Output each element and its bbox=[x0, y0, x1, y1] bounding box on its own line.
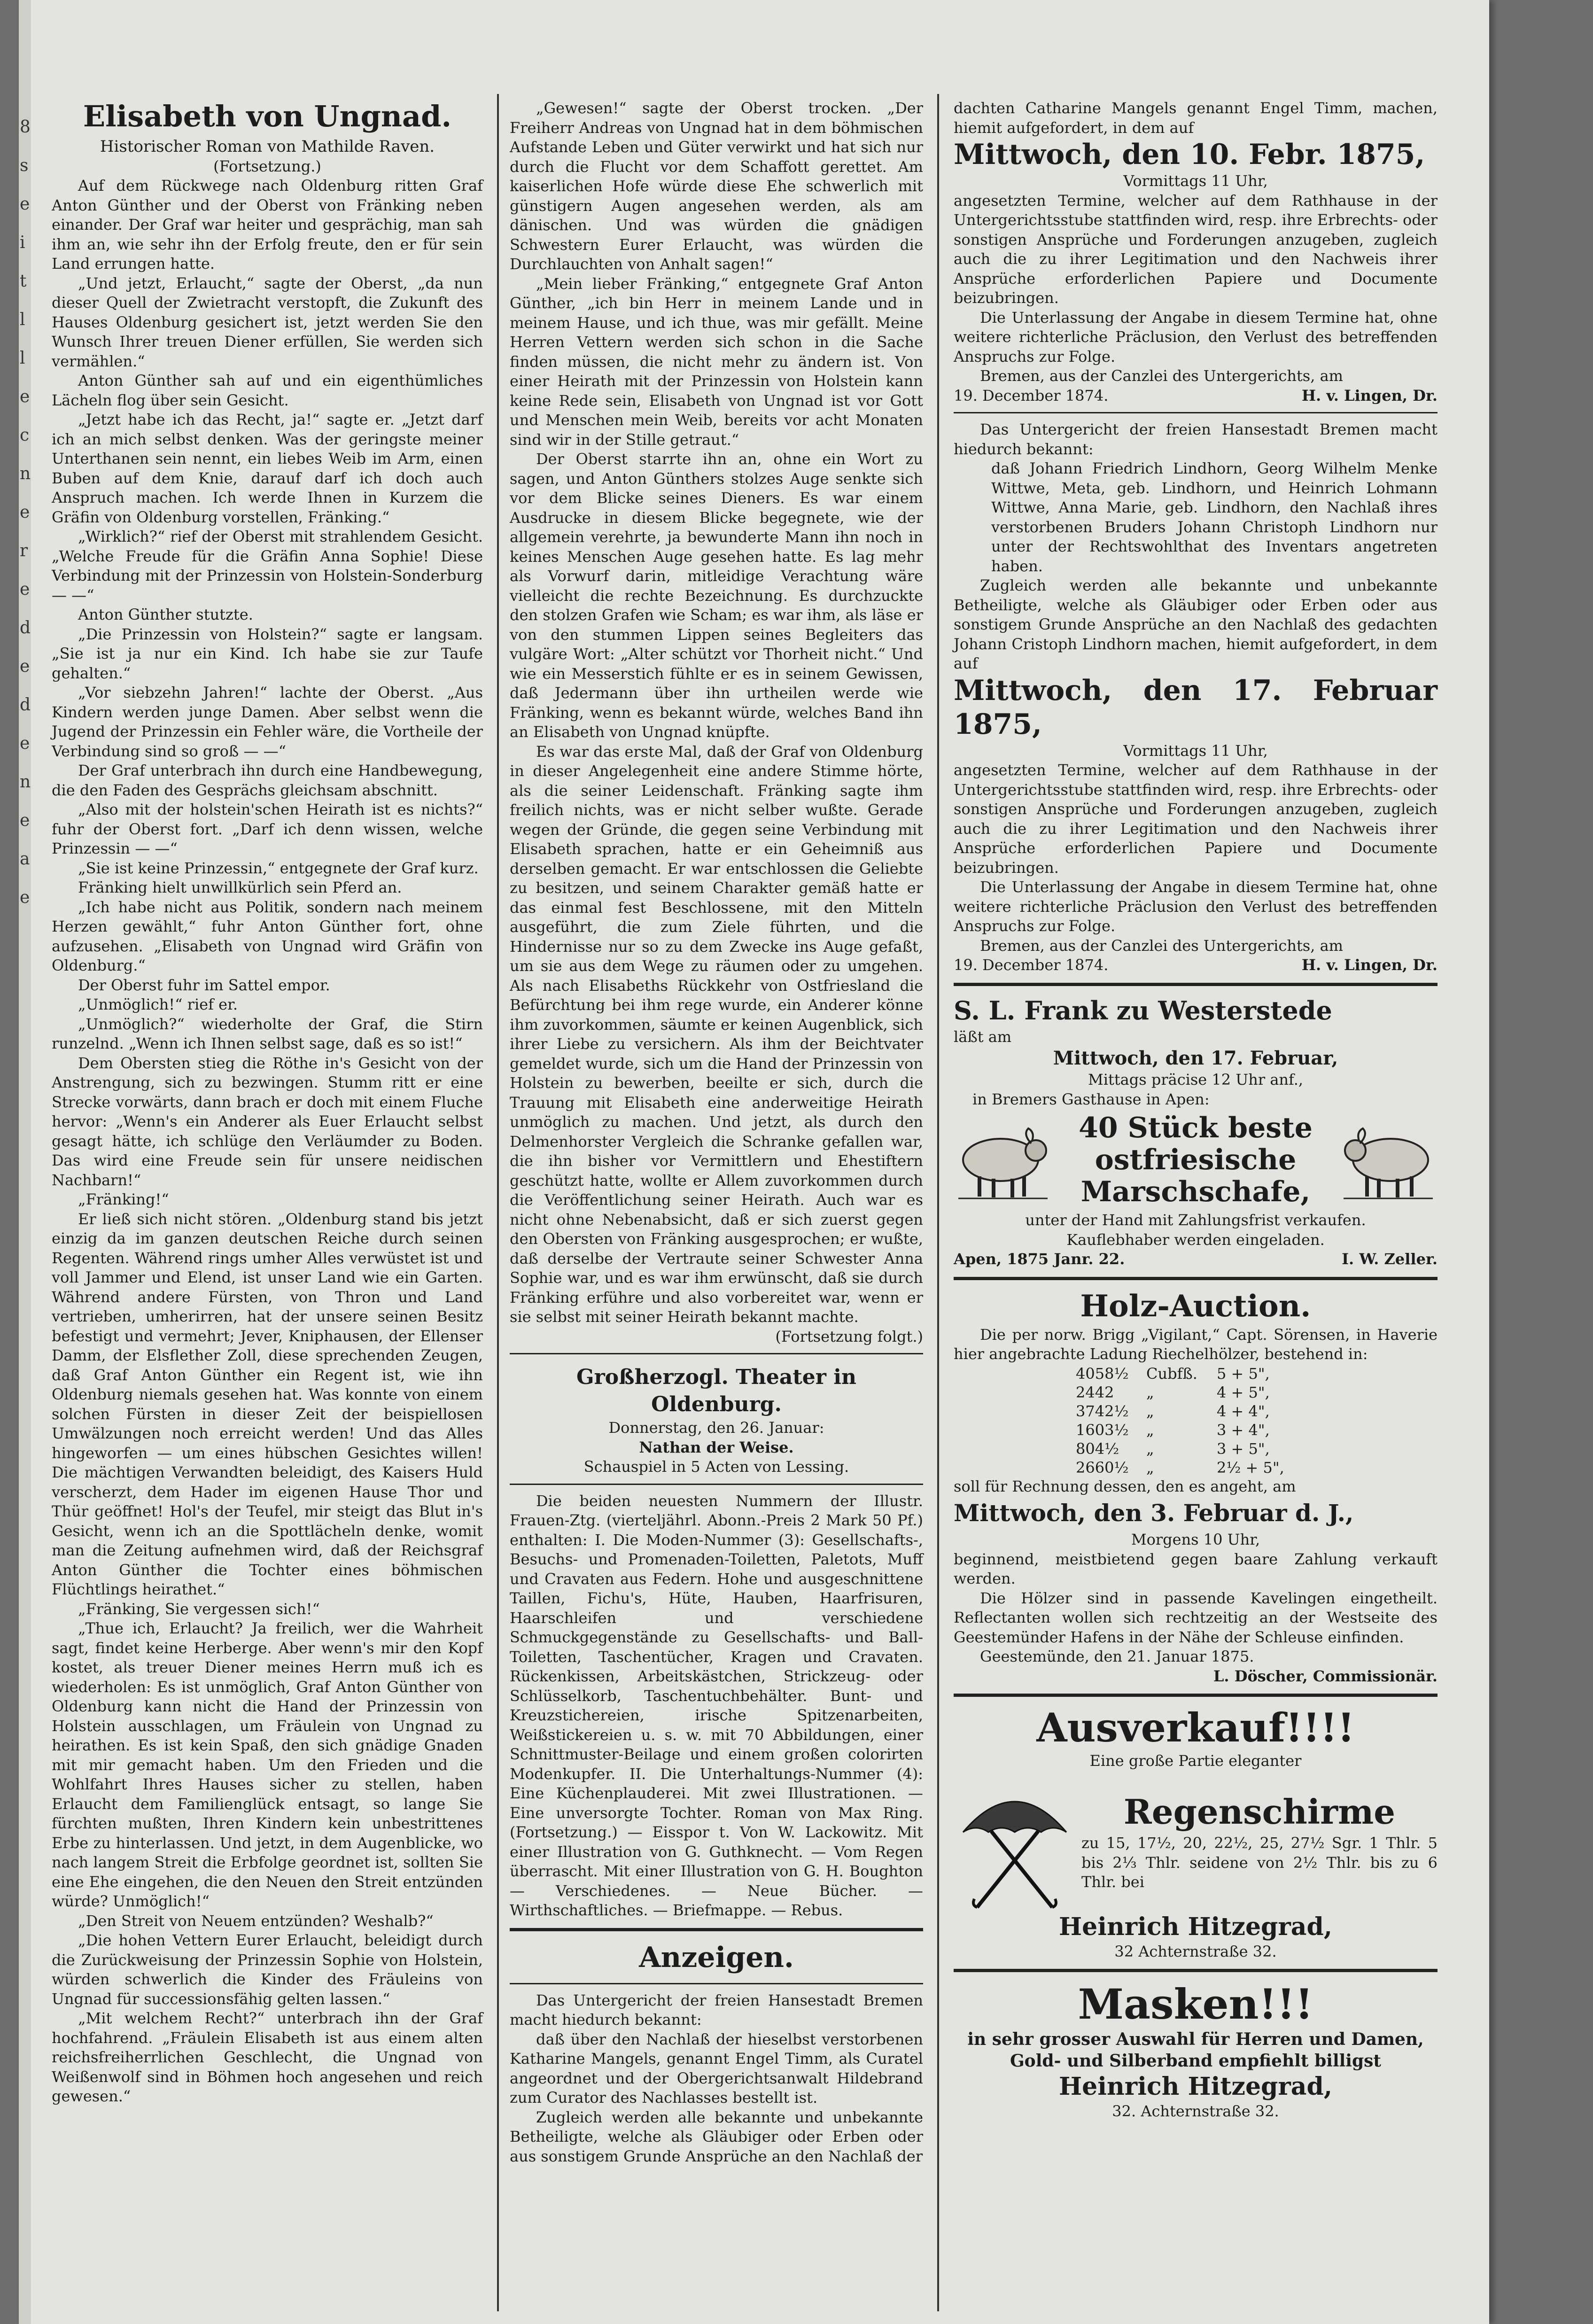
novel-paragraph: „Ich habe nicht aus Politik, sondern nach meinem Herzen gewählt,“ fuhr Anton Günther fort, ohne aufzusehen. „Elisabeth von Ungnad wird Gräfin von Oldenburg.“ bbox=[52, 898, 483, 974]
divider bbox=[954, 1969, 1438, 1972]
edge-letter: i bbox=[20, 233, 25, 252]
divider bbox=[954, 412, 1438, 413]
holz-date: Mittwoch, den 3. Februar d. J., bbox=[954, 1499, 1354, 1527]
termin-time-2: Vormittags 11 Uhr, bbox=[1123, 741, 1268, 760]
novel-paragraph: „Den Streit von Neuem entzünden? Weshalb?“ bbox=[78, 1912, 434, 1930]
novel-continuation: (Fortsetzung.) bbox=[213, 157, 321, 175]
wood-table-row bbox=[1076, 1402, 1438, 1421]
masken-merchant: Heinrich Hitzegrad, bbox=[1059, 2072, 1332, 2101]
signature-date: 19. December 1874. bbox=[954, 386, 1109, 404]
frank-place: in Bremers Gasthause in Apen: bbox=[972, 1090, 1210, 1108]
signature-row-2 bbox=[954, 956, 1438, 975]
edge-letter: e bbox=[20, 387, 30, 406]
edge-letter: e bbox=[20, 194, 30, 214]
edge-letter: 8 bbox=[20, 117, 31, 137]
frank-headline: S. L. Frank zu Westerstede bbox=[954, 995, 1332, 1026]
wood-table-cell: 804½ bbox=[1076, 1439, 1119, 1458]
novel-paragraph: „Die Prinzessin von Holstein?“ sagte er langsam. „Sie ist ja nur ein Kind. Ich habe sie zur Taufe gehalten.“ bbox=[52, 625, 483, 682]
wood-table-cell: 4 + 4", bbox=[1217, 1402, 1270, 1420]
theater-title: Großherzogl. Theater in Oldenburg. bbox=[576, 1365, 856, 1416]
divider bbox=[510, 1484, 923, 1485]
novel-paragraph: „Fränking!“ bbox=[78, 1190, 169, 1208]
wood-table-row bbox=[1076, 1383, 1438, 1402]
novel-paragraph: „Unmöglich!“ rief er. bbox=[78, 995, 238, 1013]
divider bbox=[954, 1694, 1438, 1697]
masken-title: Masken!!! bbox=[1078, 1980, 1313, 2029]
termin-body-1b: Die Unterlassung der Angabe in diesem Termine hat, ohne weitere richterliche Präclusion, den Verlust des betreffenden Anspruchs zur Folge. bbox=[954, 308, 1438, 365]
termin-time-1: Vormittags 11 Uhr, bbox=[1123, 172, 1268, 190]
novel-paragraph: Auf dem Rückwege nach Oldenburg ritten Graf Anton Günther und der Oberst von Fränking neben einander. Der Graf war heiter und gesprächig, man sah ihm an, wie sehr ihn der Erfolg freute, den er für sein Land errungen hatte. bbox=[52, 177, 483, 272]
edge-letter: n bbox=[20, 772, 31, 792]
wood-table-cell: 3 + 5", bbox=[1217, 1439, 1270, 1458]
theater-date: Donnerstag, den 26. Januar: bbox=[608, 1419, 824, 1437]
termin-place-2: Bremen, aus der Canzlei des Untergerichts, am bbox=[980, 936, 1343, 955]
novel-subtitle: Historischer Roman von Mathilde Raven. bbox=[100, 137, 435, 156]
sheep-icon bbox=[1334, 1118, 1438, 1202]
regenschirme-prices: zu 15, 17½, 20, 22½, 25, 27½ Sgr. 1 Thlr. 5 bis 2⅓ Thlr. seidene von 2½ Thlr. bis zu 6 Thlr. bei bbox=[1081, 1834, 1438, 1891]
edge-letter: t bbox=[20, 272, 27, 291]
holz-body2: Die Hölzer sind in passende Kavelingen eingetheilt. Reflectanten wollen sich rechtzeitig an der Westseite des Geestemünder Hafens in der Nähe der Schleuse einfinden. bbox=[954, 1589, 1438, 1646]
signature-place: Apen, 1875 Janr. 22. bbox=[954, 1250, 1125, 1268]
edge-letter: n bbox=[20, 464, 31, 483]
novel-paragraph: „Mit welchem Recht?“ unterbrach ihn der Graf hochfahrend. „Fräulein Elisabeth ist aus einem alten reichsfreiherrlichen Geschlecht, die Ungnad von Weißenwolf sind in Böhmen hoch angesehen und reich gewesen.“ bbox=[52, 2009, 483, 2105]
holz-intro: Die per norw. Brigg „Vigilant,“ Capt. Sörensen, in Haverie hier angebrachte Ladung Riechelhölzer, bestehend in: bbox=[954, 1325, 1438, 1363]
holz-time: Morgens 10 Uhr, bbox=[1131, 1531, 1260, 1548]
wood-table-row bbox=[1076, 1421, 1438, 1439]
edge-letters bbox=[20, 108, 30, 917]
divider bbox=[954, 1277, 1438, 1280]
novel-paragraph: Er ließ sich nicht stören. „Oldenburg stand bis jetzt einzig da im ganzen deutschen Reiche durch seinen Regenten. Während rings umher Alles verwüstet ist und voll Jammer und Elend, ist unser Land wie ein Garten. Während andere Fürsten, von Thron und Land vertrieben, umherirren, hat der unsere seinen Besitz befestigt und vermehrt; Jever, Kniphausen, der Ellenser Damm, der Elsflether Zoll, diese sprechenden Zeugen, daß Graf Anton Günther ein Regent ist, wie ihn Oldenburg niemals gesehen hat. Was konnte von einem solchen Fürsten in dieser Zeit der beispiellosen Umwälzungen noch erreicht werden! Und das Alles hingeworfen — um eines hübschen Gesichtes willen! Die mächtigen Verwandten beleidigt, des Kaisers Huld verscherzt, dem Hader im eigenen Hause Thor und Thür geöffnet! Hol's der Teufel, mir steigt das Blut in's Gesicht, wenn ich an die Spottlächeln denke, womit man die Zeitung aufnehmen wird, daß der Reichsgraf Anton Günther die Tochter eines böhmischen Flüchtlings heirathet.“ bbox=[52, 1210, 483, 1598]
column-2 bbox=[510, 99, 923, 2166]
termin-date-2: Mittwoch, den 17. Februar 1875, bbox=[954, 674, 1438, 741]
novel-paragraph: „Und jetzt, Erlaucht,“ sagte der Oberst, „da nun dieser Quell der Zwietracht verstopft, die Zukunft des Hauses Oldenburg gesichert ist, jetzt werden Sie den Wunsch Ihrer treuen Diener erfüllen, Sie werden sich vermählen.“ bbox=[52, 274, 483, 370]
signature-row-1 bbox=[954, 386, 1438, 406]
wood-table bbox=[1076, 1364, 1438, 1477]
column-rule-2 bbox=[937, 94, 939, 2311]
termin-body-2: angesetzten Termine, welcher auf dem Rathhause in der Untergerichtsstube stattfinden wird, resp. ihre Erbrechts- oder sonstigen Ansprüche und Forderungen anzugeben, zugleich auch die zu ihrer Legitimation und den Nachweis ihrer Ansprüche erforderlichen Papiere und Documente beizubringen. bbox=[954, 761, 1438, 877]
novel-paragraph: „Wirklich?“ rief der Oberst mit strahlendem Gesicht. „Welche Freude für die Gräfin Anna Sophie! Diese Verbindung mit der Prinzessin von Holstein-Sonderburg — —“ bbox=[52, 528, 483, 604]
wood-table-row bbox=[1076, 1439, 1438, 1458]
column-1 bbox=[52, 99, 483, 2106]
novel-paragraph: „Also mit der holstein'schen Heirath ist es nichts?“ fuhr der Oberst fort. „Darf ich denn wissen, welche Prinzessin — —“ bbox=[52, 801, 483, 857]
regenschirme-merchant: Heinrich Hitzegrad, bbox=[1059, 1912, 1332, 1941]
wood-table-cell: „ bbox=[1146, 1458, 1154, 1477]
wood-table-cell: Cubfß. bbox=[1146, 1364, 1197, 1383]
novel-paragraph: Dem Obersten stieg die Röthe in's Gesicht von der Anstrengung, sich zu bezwingen. Stumm ritt er eine Strecke vorwärts, dann brach er doch mit einem Fluche hervor: „Wenn's ein Anderer als Euer Erlaucht selbst gesagt hätte, ich schlüge den Verläumder zu Boden. Das wird eine Freude sein für unsere neidischen Nachbarn!“ bbox=[52, 1054, 483, 1189]
anzeige2-intro: Das Untergericht der freien Hansestadt Bremen macht hiedurch bekannt: bbox=[954, 420, 1438, 458]
wood-table-row bbox=[1076, 1458, 1438, 1477]
signature-name: H. v. Lingen, Dr. bbox=[1301, 386, 1438, 404]
wood-table-cell: 2442 bbox=[1076, 1383, 1114, 1401]
umbrella-icon bbox=[954, 1771, 1076, 1912]
frank-buyers: Kauflebhaber werden eingeladen. bbox=[1066, 1230, 1325, 1249]
novel-paragraph: „Die hohen Vettern Eurer Erlaucht, beleidigt durch die Zurückweisung der Prinzessin Sophie von Holstein, würden schwerlich die Kinder des Fräuleins von Ungnad für successionsfähig gelten lassen.“ bbox=[52, 1931, 483, 2008]
wood-table-cell: 2660½ bbox=[1076, 1458, 1129, 1477]
sheep-icon bbox=[954, 1118, 1057, 1202]
novel-paragraph: „Vor siebzehn Jahren!“ lachte der Oberst. „Aus Kindern werden junge Damen. Aber selbst wenn die Jugend der Prinzessin ein Fehler wäre, die Vortheile der Verbindung sind so groß — —“ bbox=[52, 684, 483, 760]
frank-signature bbox=[954, 1250, 1438, 1269]
holz-body: beginnend, meistbietend gegen baare Zahlung verkauft werden. bbox=[954, 1550, 1438, 1587]
regenschirme-title: Regenschirme bbox=[1123, 1792, 1396, 1832]
novel-text bbox=[52, 176, 483, 2106]
column-3 bbox=[954, 99, 1438, 2122]
wood-table-cell: 2½ + 5", bbox=[1217, 1458, 1284, 1477]
wood-table-cell: „ bbox=[1146, 1421, 1154, 1439]
novel-title: Elisabeth von Ungnad. bbox=[83, 99, 452, 133]
novel-paragraph: „Fränking, Sie vergessen sich!“ bbox=[78, 1600, 320, 1618]
anzeige2-body2: Zugleich werden alle bekannte und unbekannte Betheiligte, welche als Gläubiger oder Erben oder aus sonstigem Grunde Ansprüche an den Nachlaß des gedachten Johann Cristoph Lindhorn machen, hiemit aufgefordert, in dem auf bbox=[954, 576, 1438, 672]
masken-body: in sehr grosser Auswahl für Herren und Damen, Gold- und Silberband empfiehlt billigst bbox=[967, 2029, 1424, 2071]
termin-date-1: Mittwoch, den 10. Febr. 1875, bbox=[954, 138, 1425, 171]
newspaper-page bbox=[19, 0, 1489, 2324]
edge-letter: l bbox=[20, 310, 25, 329]
novel-paragraph: „Gewesen!“ sagte der Oberst trocken. „Der Freiherr Andreas von Ungnad hat in dem böhmischen Aufstande Leben und Güter verwirkt und hat sich nur durch die Flucht vor dem Schaffott gerettet. Am kaiserlichen Hofe würde diese Ehe schwerlich mit günstigern Augen angesehen werden, als am dänischen. Und was würden die gnädigen Schwestern Eurer Erlaucht, was würden die Durchlauchten von Anhalt sagen!“ bbox=[510, 99, 923, 273]
umbrella-ad-row bbox=[954, 1771, 1438, 1912]
edge-letter: e bbox=[20, 657, 30, 676]
theater-play: Nathan der Weise. bbox=[639, 1438, 794, 1456]
signature-name: I. W. Zeller. bbox=[1342, 1250, 1438, 1268]
wood-table-cell: 1603½ bbox=[1076, 1421, 1129, 1439]
novel-paragraph: Anton Günther stutzte. bbox=[78, 606, 253, 623]
frank-terms: unter der Hand mit Zahlungsfrist verkaufen. bbox=[1025, 1211, 1366, 1229]
wood-table-cell: 4058½ bbox=[1076, 1364, 1129, 1383]
edge-letter: l bbox=[20, 349, 25, 368]
novel-paragraph: „Jetzt habe ich das Recht, ja!“ sagte er. „Jetzt darf ich an mich selbst denken. Was der geringste meiner Unterthanen sein nennt, ein liebes Weib im Arm, einen Buben auf dem Knie, darauf darf ich doch auch Anspruch machen. Ich werde Ihnen in Kurzem die Gräfin von Oldenburg vorstellen, Fränking.“ bbox=[52, 411, 483, 526]
holz-mid: soll für Rechnung dessen, den es angeht, am bbox=[954, 1477, 1296, 1495]
wood-table-cell: „ bbox=[1146, 1383, 1154, 1401]
fortsetzung-folgt: (Fortsetzung folgt.) bbox=[775, 1327, 923, 1345]
anzeigen-title: Anzeigen. bbox=[639, 1941, 794, 1974]
edge-letter: e bbox=[20, 580, 30, 599]
anzeige-paragraph: daß über den Nachlaß der hieselbst verstorbenen Katharine Mangels, genannt Engel Timm, als Curatel angeordnet und der Obergerichtsanwalt Hildebrand zum Curator des Nachlasses bestellt ist. bbox=[510, 2030, 923, 2106]
signature-name: H. v. Lingen, Dr. bbox=[1301, 956, 1438, 974]
sheep-ad-row bbox=[954, 1112, 1438, 1208]
anzeige-paragraph: Zugleich werden alle bekannte und unbekannte Betheiligte, welche als Gläubiger oder Erben oder aus sonstigem Grunde Ansprüche an den Nachlaß der bbox=[510, 2108, 923, 2165]
edge-letter: c bbox=[20, 426, 30, 445]
ausverkauf-sub: Eine große Partie eleganter bbox=[1089, 1752, 1302, 1770]
column-rule-1 bbox=[497, 94, 499, 2311]
signature-date: 19. December 1874. bbox=[954, 956, 1109, 974]
novel-paragraph: Es war das erste Mal, daß der Graf von Oldenburg in dieser Angelegenheit eine andere Stimme hörte, als die seiner Leidenschaft. Fränking sagte ihm freilich nichts, was er nicht selber wußte. Gerade wegen der Gründe, die gegen seine Verbindung mit Elisabeth sprachen, hatte er ein Geheimniß aus derselben gemacht. Er war entschlossen die Geliebte zu besitzen, und seinem Charakter gemäß hatte er das einmal fest Beschlossene, mit den Mitteln ausgeführt, die zum Ziele führten, und die Hindernisse nur so zu dem Zwecke ins Auge gefaßt, um sie aus dem Wege zu räumen oder zu umgehen. Als nach Elisabeths Rückkehr von Ostfriesland die Befürchtung bei ihm rege wurde, ein Anderer könne ihm zuvorkommen, säumte er keinen Augenblick, sich ihrer Liebe zu versichern. Als ihm der Beichtvater gemeldet wurde, sich um die Hand der Prinzessin von Holstein zu bewerben, beeilte er sich, durch die Trauung mit Elisabeth eine anderweitige Heirath unmöglich zu machen. Und jetzt, als durch den Delmenhorster Vergleich die Schranke gefallen war, die ihn bisher vor Vermittlern und Ehestiftern geschützt hatte, wollte er Allem zuvorkommen durch die Veröffentlichung seiner Heirath. Auch war es nicht ohne Nebenabsicht, daß er sich zuerst gegen den Obersten von Fränking ausgesprochen; er wußte, daß derselbe der Vertraute seiner Schwester Anna Sophie war, und es war ihm erwünscht, daß sie durch Fränking erführe und also vorbereitet war, wenn er sie selbst mit seiner Heirath bekannt machte. bbox=[510, 742, 923, 1326]
termin-place-1: Bremen, aus der Canzlei des Untergerichts, am bbox=[980, 367, 1343, 385]
novel-paragraph: Der Oberst fuhr im Sattel empor. bbox=[78, 976, 330, 994]
divider bbox=[510, 1983, 923, 1984]
termin-body-2b: Die Unterlassung der Angabe in diesem Termine hat, ohne weitere richterliche Präclusion den Verlust des betreffenden Anspruchs zur Folge. bbox=[954, 878, 1438, 935]
theater-subtitle: Schauspiel in 5 Acten von Lessing. bbox=[583, 1458, 849, 1476]
wood-table-row bbox=[1076, 1364, 1438, 1383]
edge-letter: a bbox=[20, 849, 30, 869]
novel-text-continued bbox=[510, 99, 923, 1327]
edge-letter: e bbox=[20, 503, 30, 522]
wood-table-cell: 4 + 5", bbox=[1217, 1383, 1270, 1401]
anzeige-paragraph: Das Untergericht der freien Hansestadt Bremen macht hiedurch bekannt: bbox=[510, 1991, 923, 2029]
novel-paragraph: „Mein lieber Fränking,“ entgegnete Graf Anton Günther, „ich bin Herr in meinem Lande und in meinem Hause, und ich thue, was mir gefällt. Meine Herren Vettern werden sich schon in die Sache finden müssen, die nicht mehr zu ändern ist. Von einer Heirath mit der Prinzessin von Holstein kann keine Rede sein, Elisabeth von Ungnad ist vor Gott und Menschen mein Weib, bereits vor acht Monaten sind wir in der Stille getraut.“ bbox=[510, 274, 923, 449]
edge-letter: e bbox=[20, 888, 30, 907]
edge-letter: s bbox=[20, 156, 29, 175]
wood-table-cell: „ bbox=[1146, 1402, 1154, 1420]
novel-paragraph: Anton Günther sah auf und ein eigenthümliches Lächeln flog über sein Gesicht. bbox=[52, 372, 483, 409]
divider bbox=[954, 983, 1438, 986]
divider bbox=[510, 1928, 923, 1931]
sheep-ad-text: 40 Stück beste ostfriesische Marschschafe, bbox=[1079, 1111, 1313, 1208]
wood-table-cell: 5 + 5", bbox=[1217, 1364, 1270, 1383]
novel-paragraph: Fränking hielt unwillkürlich sein Pferd an. bbox=[78, 878, 402, 896]
frauen-zeitung-notice: Die beiden neuesten Nummern der Illustr. Frauen-Ztg. (vierteljährl. Abonn.-Preis 2 Mark 50 Pf.) enthalten: I. Die Moden-Nummer (3): Gesellschafts-, Besuchs- und Promenaden-Toiletten, Paletots, Muff und Cravaten aus Federn. Hohe und ausgeschnittene Taillen, Fichu's, Hüte, Hauben, Haarfrisuren, Haarschleifen und verschiedene Schmuckgegenstände zu Gesellschafts- und Ball-Toiletten, Taschentücher, Kragen und Cravaten. Rückenkissen, Arbeitskästchen, Strickzeug- oder Schlüsselkorb, Taschentuchbehälter. Bunt- und Kreuzstichereien, irische Spitzenarbeiten, Weißstickereien u. s. w. mit 70 Abbildungen, einer Schnittmuster-Beilage und einem großen colorirten Modenkupfer. II. Die Unterhaltungs-Nummer (4): Eine Küchenplauderei. Mit zwei Illustrationen. — Eine unversorgte Tochter. Roman von Max Ring. (Fortsetzung.) — Eisspor t. Von W. Lackowitz. Mit einer Illustration von G. Guthknecht. — Vom Regen überrascht. Mit einer Illustration von G. H. Boughton — Verschiedenes. — Neue Bücher. — Wirthschaftliches. — Briefmappe. — Rebus. bbox=[510, 1492, 923, 1919]
divider bbox=[510, 1353, 923, 1354]
anzeige2-body: daß Johann Friedrich Lindhorn, Georg Wilhelm Menke Wittwe, Meta, geb. Lindhorn, und Heinrich Lohmann Wittwe, Anna Marie, geb. Lindhorn, den Nachlaß ihres verstorbenen Bruders Johann Christoph Lindhorn nur unter der Rechtswohlthat des Inventars angetreten haben. bbox=[991, 459, 1438, 575]
novel-paragraph: Der Graf unterbrach ihn durch eine Handbewegung, die den Faden des Gesprächs gleichsam abschnitt. bbox=[52, 762, 483, 799]
wood-table-cell: 3742½ bbox=[1076, 1402, 1129, 1420]
novel-paragraph: Der Oberst starrte ihn an, ohne ein Wort zu sagen, und Anton Günthers stolzes Auge senkte sich vor dem Blicke seines Dieners. Es war einem Ausdrucke in diesem Blicke begegnete, wie der allgemein verehrte, ja bewunderte Mann ihn noch in keines Menschen Auge gesehen hatte. Es lag mehr als Vorwurf darin, mitleidige Verachtung wäre vielleicht die rechte Bezeichnung. Es durchzuckte den stolzen Grafen wie Scham; es war ihm, als läse er von den stummen Lippen seines Begleiters das vulgäre Wort: „Alter schützt vor Thorheit nicht.“ Und wie ein Messerstich fühlte er es in seinem Gewissen, daß Jedermann über ihn urtheilen werde wie Fränking, wenn es bekannt würde, welches Band ihn an Elisabeth von Ungnad knüpfte. bbox=[510, 450, 923, 741]
frank-line: läßt am bbox=[954, 1027, 1012, 1046]
novel-paragraph: „Thue ich, Erlaucht? Ja freilich, wer die Wahrheit sagt, findet keine Herberge. Aber wenn's mir den Kopf kostet, als treuer Diener meines Herrn muß ich es wiederholen: Es ist unmöglich, Graf Anton Günther von Oldenburg kann nicht die Hand der Prinzessin von Holstein ausschlagen, um Fräulein von Ungnad zu heirathen. Es ist kein Spaß, den sich gnädige Gnaden mit mir gemacht haben. Um den Frieden und die Wohlfahrt Ihres Hauses sicher zu stellen, haben Erlaucht dem Familienglück entsagt, so lange Sie fürchten mußten, Ihren Kindern kein unbestrittenes Erbe zu hinterlassen. Und jetzt, in dem Augenblicke, wo nach langem Streit die Erbfolge geordnet ist, sollten Sie eine Ehe eingehen, die den Neuen den Streit entzünden würde? Unmöglich!“ bbox=[52, 1619, 483, 1910]
edge-letter: e bbox=[20, 811, 30, 830]
novel-paragraph: „Unmöglich?“ wiederholte der Graf, die Stirn runzelnd. „Wenn ich Ihnen selbst sage, daß es so ist!“ bbox=[52, 1015, 483, 1052]
holz-auction-title: Holz-Auction. bbox=[1080, 1288, 1311, 1324]
anzeige1-continued: dachten Catharine Mangels genannt Engel Timm, machen, hiemit aufgefordert, in dem auf bbox=[954, 99, 1438, 137]
edge-letter: e bbox=[20, 734, 30, 753]
frank-time: Mittags präcise 12 Uhr anf., bbox=[1088, 1071, 1304, 1088]
termin-body-1: angesetzten Termine, welcher auf dem Rathhause in der Untergerichtsstube stattfinden wird, resp. ihre Erbrechts- oder sonstigen Ansprüche und Forderungen anzugeben, zugleich auch die zu ihrer Legitimation und den Nachweis ihrer Ansprüche erforderlichen Papiere und Documente beizubringen. bbox=[954, 191, 1438, 307]
frank-date: Mittwoch, den 17. Februar, bbox=[1053, 1047, 1338, 1069]
holz-sig-place: Geestemünde, den 21. Januar 1875. bbox=[980, 1648, 1254, 1665]
edge-letter: d bbox=[20, 695, 31, 715]
holz-sig-name: L. Döscher, Commissionär. bbox=[1213, 1667, 1438, 1685]
anzeige-bremen-mangels bbox=[510, 1991, 923, 2167]
edge-letter: r bbox=[20, 541, 28, 560]
wood-table-cell: „ bbox=[1146, 1439, 1154, 1458]
ausverkauf-title: Ausverkauf!!!! bbox=[1036, 1704, 1355, 1751]
edge-letter: d bbox=[20, 618, 31, 637]
wood-table-cell: 3 + 4", bbox=[1217, 1421, 1270, 1439]
regenschirme-address: 32 Achternstraße 32. bbox=[1114, 1942, 1277, 1960]
previous-page-edge bbox=[19, 0, 31, 2324]
novel-paragraph: „Sie ist keine Prinzessin,“ entgegnete der Graf kurz. bbox=[78, 859, 479, 877]
masken-address: 32. Achternstraße 32. bbox=[1112, 2102, 1279, 2120]
